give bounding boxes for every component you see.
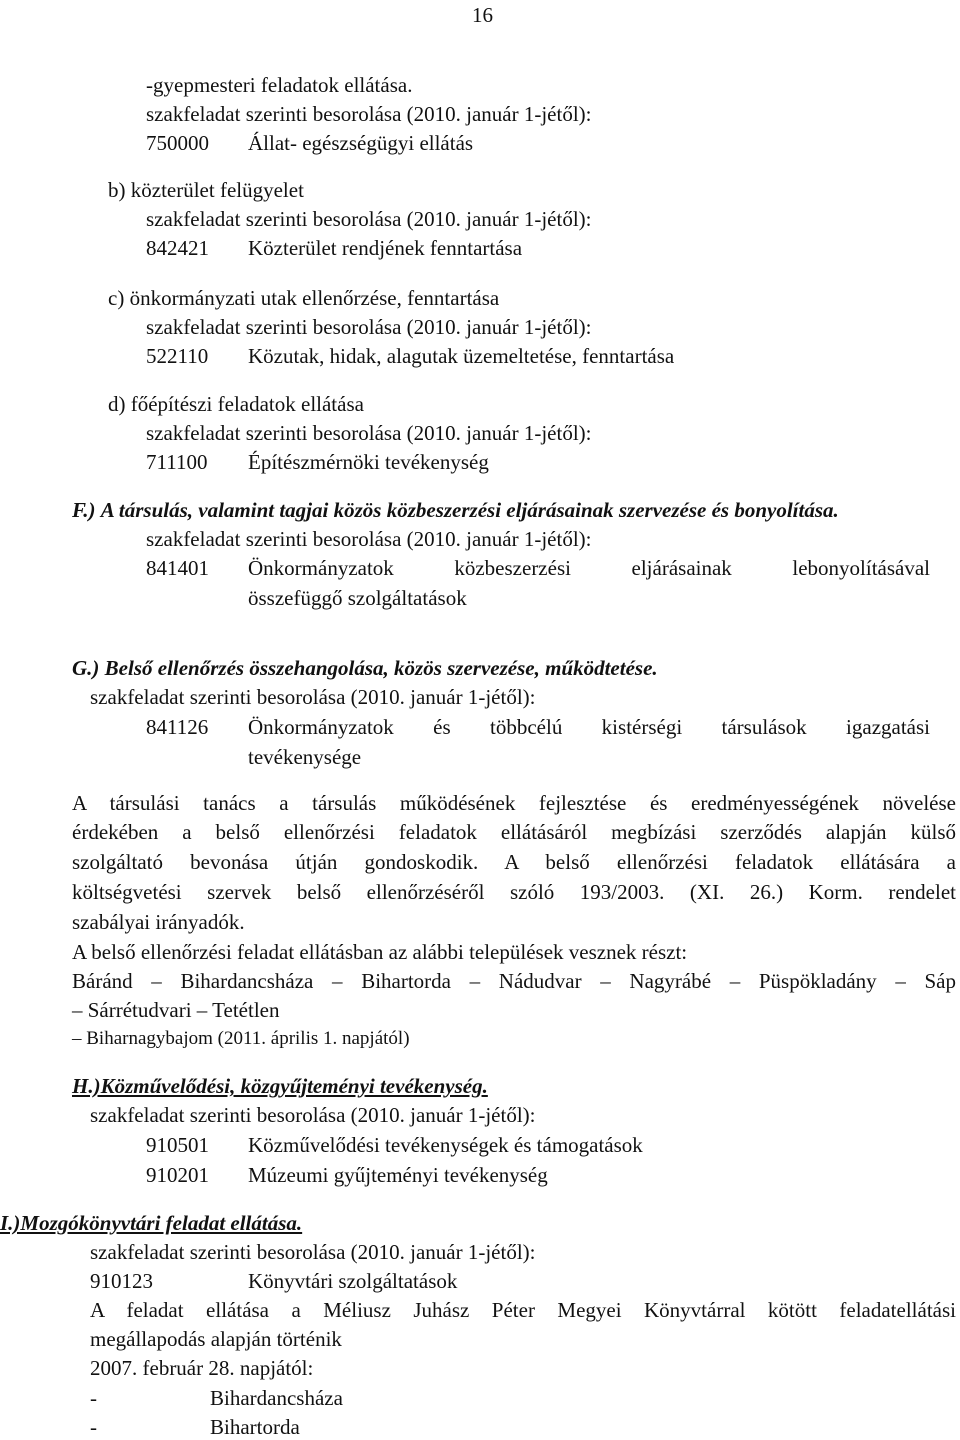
classification-line: szakfeladat szerinti besorolása (2010. január 1-jétől):: [146, 421, 592, 445]
classification-line: szakfeladat szerinti besorolása (2010. január 1-jétől):: [146, 102, 592, 126]
code-row: [90, 1268, 457, 1294]
section-f-prefix: F.): [72, 498, 96, 522]
code: 842421: [146, 236, 209, 260]
code: 711100: [146, 450, 208, 474]
paragraph-line: A feladat ellátása a Méliusz Juhász Péter Megyei Könyvtárral kötött feladatellátási: [90, 1298, 956, 1322]
paragraph-line: költségvetési szervek belső ellenőrzéséről szóló 193/2003. (XI. 26.) Korm. rendelet: [72, 880, 956, 904]
list-dash: -: [90, 1415, 97, 1439]
code-label: Múzeumi gyűjteményi tevékenység: [248, 1163, 548, 1187]
code: 522110: [146, 344, 209, 368]
section-c-title: c) önkormányzati utak ellenőrzése, fenntartása: [108, 286, 500, 310]
code-row: [146, 449, 489, 475]
settlements-list: – Biharnagybajom (2011. április 1. napjától): [72, 1028, 410, 1049]
section-d-title: d) főépítészi feladatok ellátása: [108, 392, 364, 416]
code-row: [146, 714, 930, 740]
page-number: 16: [472, 3, 493, 27]
code-label: Könyvtári szolgáltatások: [248, 1269, 458, 1293]
list-dash: -: [90, 1386, 97, 1410]
list-item-name: Bihartorda: [210, 1415, 300, 1439]
intro-line: -gyepmesteri feladatok ellátása.: [146, 73, 413, 97]
code-label: Önkormányzatok és többcélú kistérségi társulások igazgatási: [248, 715, 930, 739]
code-label: Közutak, hidak, alagutak üzemeltetése, fenntartása: [248, 344, 675, 368]
code-row: [146, 343, 674, 369]
code: 841126: [146, 715, 209, 739]
paragraph-line: szolgáltató bevonása útján gondoskodik. A belső ellenőrzési feladatok ellátására a: [72, 850, 956, 874]
classification-line: szakfeladat szerinti besorolása (2010. január 1-jétől):: [90, 1103, 536, 1127]
list-item: [90, 1385, 343, 1411]
paragraph-line: érdekében a belső ellenőrzési feladatok ellátásáról megbízási szerződés alapján külső: [72, 820, 956, 844]
code-label: Állat- egészségügyi ellátás: [248, 131, 474, 155]
paragraph-line: szabályai irányadók.: [72, 910, 245, 934]
code-label: Közművelődési tevékenységek és támogatások: [248, 1133, 643, 1157]
code-label: Önkormányzatok közbeszerzési eljárásainak lebonyolításával: [248, 556, 930, 580]
section-i-title: I.)Mozgókönyvtári feladat ellátása.: [0, 1211, 303, 1235]
section-h-title: H.)Közművelődési, közgyűjteményi tevékenység.: [72, 1074, 488, 1098]
code: 841401: [146, 556, 209, 580]
settlements-intro: A belső ellenőrzési feladat ellátásban az alábbi települések vesznek részt:: [72, 940, 688, 964]
classification-line: szakfeladat szerinti besorolása (2010. január 1-jétől):: [146, 315, 592, 339]
list-item: [90, 1414, 300, 1440]
section-b-title: b) közterület felügyelet: [108, 178, 304, 202]
code-label-continued: tevékenysége: [248, 745, 362, 769]
code: 750000: [146, 131, 209, 155]
code-row: [146, 1132, 643, 1158]
section-g-title: G.) Belső ellenőrzés összehangolása, közös szervezése, működtetése.: [72, 656, 658, 680]
paragraph-line: A társulási tanács a társulás működésének fejlesztése és eredményességének növelése: [72, 791, 956, 815]
code: 910123: [90, 1269, 153, 1293]
code-row: [146, 130, 473, 156]
settlements-list: Báránd – Bihardancsháza – Bihartorda – Nádudvar – Nagyrábé – Püspökladány – Sáp: [72, 969, 956, 993]
code-label: Építészmérnöki tevékenység: [248, 450, 489, 474]
paragraph-line: megállapodás alapján történik: [90, 1327, 342, 1351]
code-row: [146, 555, 930, 581]
code: 910501: [146, 1133, 209, 1157]
settlements-list: – Sárrétudvari – Tetétlen: [72, 998, 280, 1022]
classification-line: szakfeladat szerinti besorolása (2010. január 1-jétől):: [146, 207, 592, 231]
classification-line: szakfeladat szerinti besorolása (2010. január 1-jétől):: [146, 527, 592, 551]
code: 910201: [146, 1163, 209, 1187]
list-item-name: Bihardancsháza: [210, 1386, 343, 1410]
code-label: Közterület rendjének fenntartása: [248, 236, 523, 260]
date-line: 2007. február 28. napjától:: [90, 1356, 314, 1380]
section-f-heading: A társulás, valamint tagjai közös közbeszerzési eljárásainak szervezése és bonyolítása.: [100, 498, 839, 522]
classification-line: szakfeladat szerinti besorolása (2010. január 1-jétől):: [90, 1240, 536, 1264]
code-label-continued: összefüggő szolgáltatások: [248, 586, 467, 610]
code-row: [146, 235, 522, 261]
section-f-title: [72, 497, 839, 523]
classification-line: szakfeladat szerinti besorolása (2010. január 1-jétől):: [90, 685, 536, 709]
code-row: [146, 1162, 548, 1188]
